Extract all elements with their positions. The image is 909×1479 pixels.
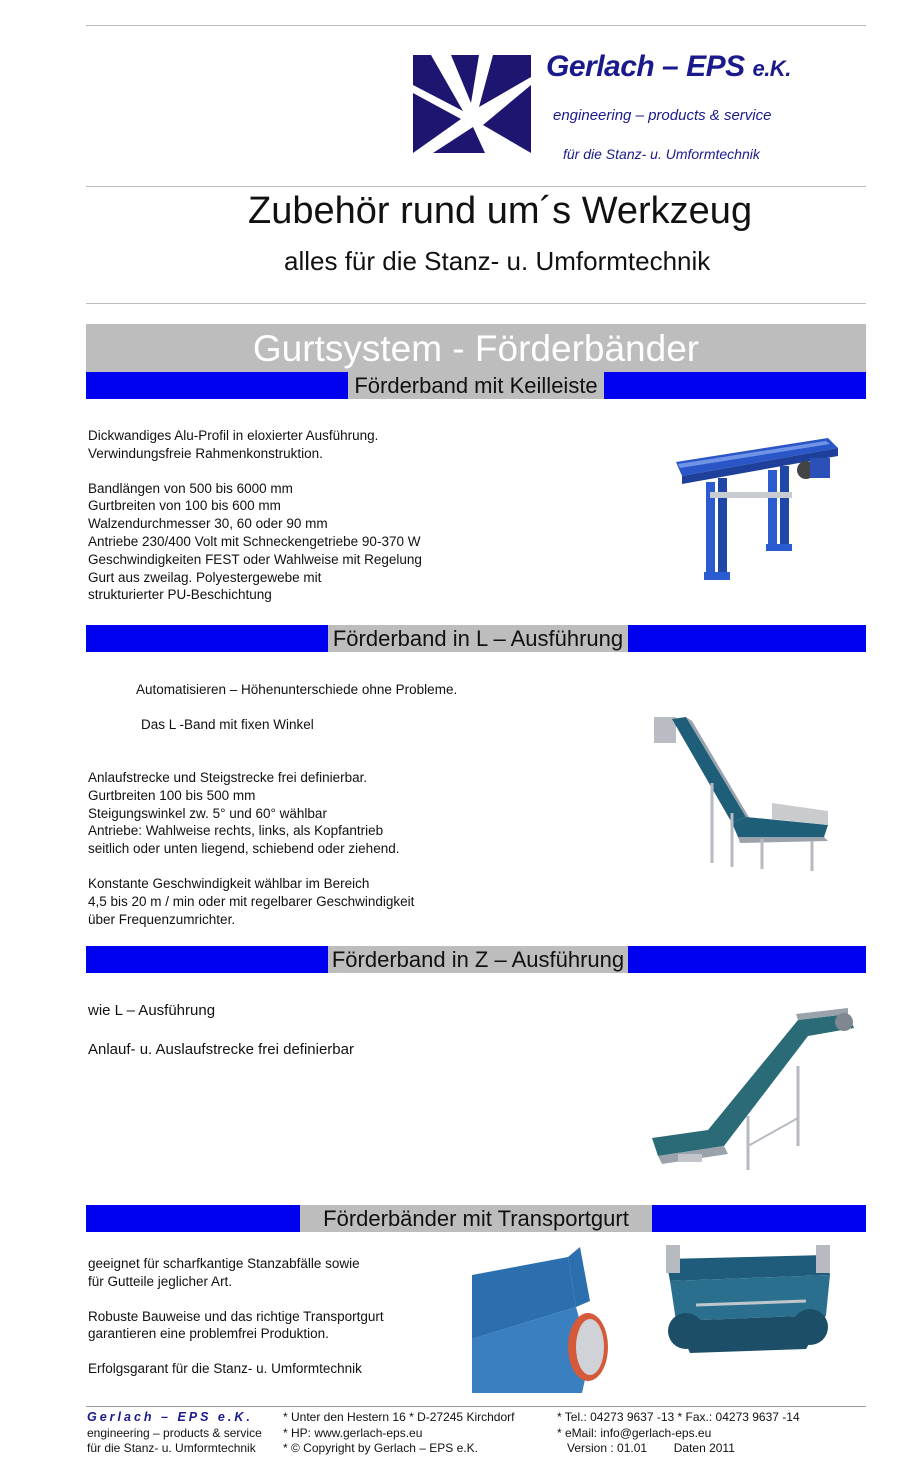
footer-company-subtagline: für die Stanz- u. Umformtechnik (87, 1441, 256, 1455)
flat-conveyor-image (668, 432, 846, 584)
company-subtagline: für die Stanz- u. Umformtechnik (563, 146, 760, 162)
cleated-belt-image (666, 1245, 830, 1355)
section-bar-transportgurt (86, 1205, 866, 1232)
company-tagline: engineering – products & service (553, 107, 772, 124)
company-name: Gerlach – EPS e.K. (546, 50, 791, 83)
title-rule (86, 303, 866, 304)
banner (86, 324, 866, 372)
section-text-z-1: wie L – Ausführung (88, 1002, 216, 1019)
footer-contact: * Tel.: 04273 9637 -13 * Fax.: 04273 9637 -14 * eMail: info@gerlach-eps.eu Version : 01.01 Daten 2011 (557, 1410, 800, 1455)
section-intro2-l: Das L -Band mit fixen Winkel (141, 717, 314, 732)
belt-roller-image (472, 1247, 610, 1393)
section-bar-keilleiste (86, 372, 866, 399)
section-text-l: Anlaufstrecke und Steigstrecke frei definierbar. Gurtbreiten 100 bis 500 mm Steigungswinkel zw. 5° und 60° wählbar Antriebe: Wahlweise rechts, links, als Kopfantrieb seitlich oder unten liegend, schiebend oder ziehend. Konstante Geschwindigkeit wählbar im Bereich 4,5 bis 20 m / min oder mit regelbarer Geschwindigkeit über Frequenzumrichter. (88, 770, 415, 927)
footer-company-name: Gerlach – EPS e.K. (87, 1410, 253, 1424)
section-text-transportgurt: geeignet für scharfkantige Stanzabfälle sowie für Gutteile jeglicher Art. Robuste Bauweise und das richtige Transportgurt garantieren eine problemfrei Produktion. Erfolgsgarant für die Stanz- u. Umformtechnik (88, 1256, 384, 1377)
footer-company-tagline: engineering – products & service (87, 1425, 262, 1440)
z-conveyor-image (648, 1006, 860, 1176)
section-bar-l (86, 625, 866, 652)
section-bar-z (86, 946, 866, 973)
banner-title: Gurtsystem - Förderbänder (252, 328, 700, 369)
top-rule (86, 25, 866, 26)
header-rule (86, 186, 866, 187)
footer-rule (86, 1406, 866, 1407)
footer-address: * Unter den Hestern 16 * D-27245 Kirchdorf * HP: www.gerlach-eps.eu * © Copyright by Gerlach – EPS e.K. (283, 1410, 515, 1455)
section-text-z-2: Anlauf- u. Auslaufstrecke frei definierbar (88, 1041, 354, 1058)
section-text-keilleiste: Dickwandiges Alu-Profil in eloxierter Ausführung. Verwindungsfreie Rahmenkonstruktion. Bandlängen von 500 bis 6000 mm Gurtbreiten von 100 bis 600 mm Walzendurchmesser 30, 60 oder 90 mm Antriebe 230/400 Volt mit Schneckengetriebe 90-370 W Geschwindigkeiten FEST oder Wahlweise mit Regelung Gurt aus zweilag. Polyestergewebe mit strukturierter PU-Beschichtung (88, 428, 422, 603)
page-title: Zubehör rund um´s Werkzeug (248, 190, 753, 232)
l-conveyor-image (652, 713, 842, 875)
section-heading: Förderbänder mit Transportgurt (300, 1205, 652, 1232)
section-heading: Förderband mit Keilleiste (348, 372, 604, 399)
section-intro-l: Automatisieren – Höhenunterschiede ohne Probleme. (136, 682, 458, 697)
section-heading: Förderband in L – Ausführung (328, 625, 628, 652)
footer-company (87, 1410, 262, 1457)
page-subtitle: alles für die Stanz- u. Umformtechnik (284, 246, 711, 276)
logo-mark (413, 55, 531, 153)
section-heading: Förderband in Z – Ausführung (328, 946, 628, 973)
